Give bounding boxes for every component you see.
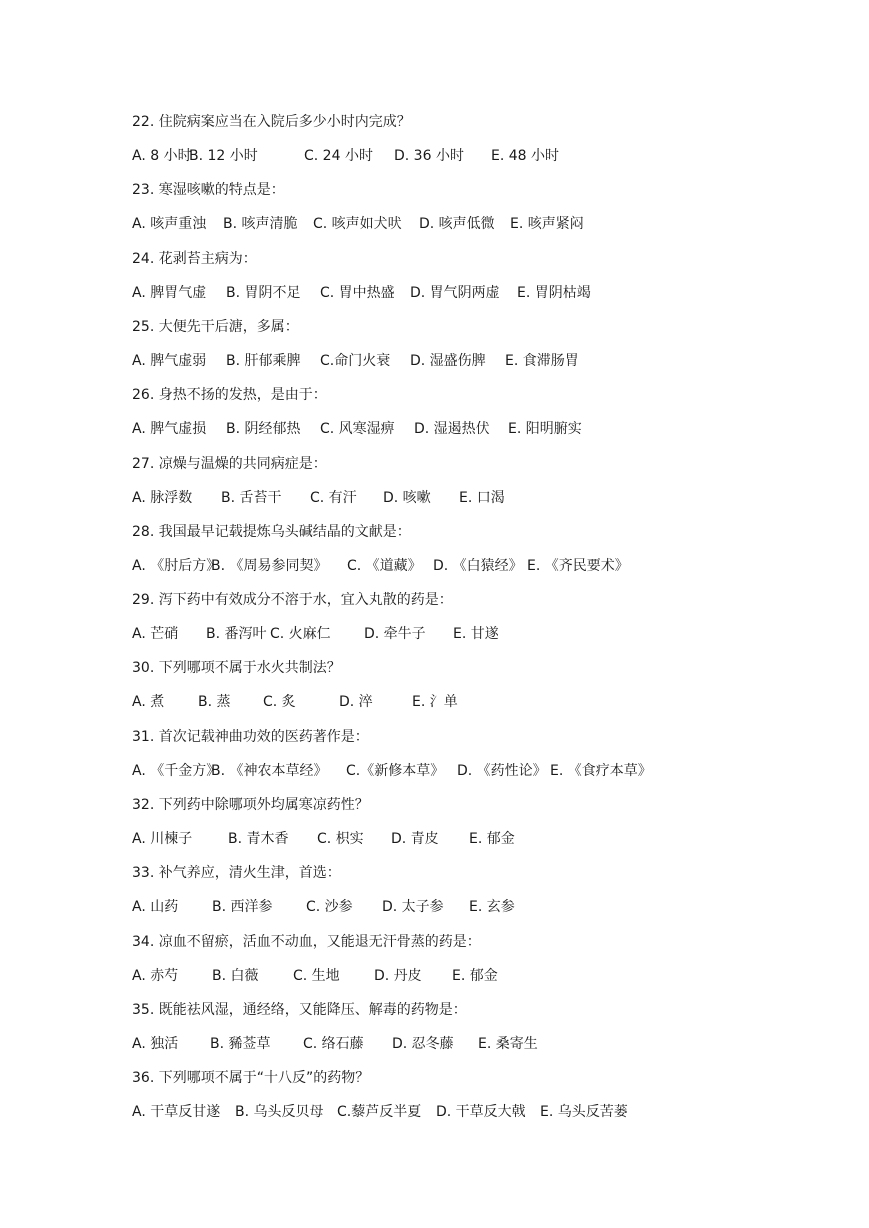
options-row bbox=[132, 966, 832, 986]
options-row bbox=[132, 283, 832, 303]
question-text: 35. 既能祛风湿，通经络，又能降压、解毒的药物是： bbox=[132, 1001, 467, 1018]
option-b: B. 舌苔干 bbox=[221, 489, 282, 506]
question-block bbox=[132, 932, 832, 986]
option-b: B. 青木香 bbox=[228, 831, 289, 847]
question-block bbox=[132, 112, 832, 166]
question-text: 34. 凉血不留瘀，活血不动血，又能退无汗骨蒸的药是： bbox=[132, 933, 481, 950]
options-row bbox=[132, 829, 832, 849]
option-b: B. 乌头反贝母 bbox=[235, 1104, 324, 1121]
question-text: 26. 身热不扬的发热，是由于： bbox=[132, 387, 327, 404]
option-d: D. 牵牛子 bbox=[364, 626, 426, 643]
question-block bbox=[132, 795, 832, 849]
option-d: D. 丹皮 bbox=[374, 967, 422, 984]
option-e: E. 氵单 bbox=[412, 694, 458, 711]
question-block bbox=[132, 727, 832, 781]
option-b: B. 白薇 bbox=[212, 967, 259, 984]
option-c: C. 胃中热盛 bbox=[320, 284, 395, 301]
option-a: A. 8 小时 bbox=[132, 148, 192, 164]
option-e: E. 48 小时 bbox=[491, 148, 560, 164]
option-c: C. 火麻仁 bbox=[270, 626, 331, 643]
option-d: D. 忍冬藤 bbox=[392, 1035, 454, 1052]
option-d: D. 咳嗽 bbox=[383, 489, 431, 506]
option-e: E. 胃阴枯竭 bbox=[517, 284, 591, 301]
question-block bbox=[132, 1068, 832, 1122]
question-block bbox=[132, 863, 832, 917]
option-a: A. 煮 bbox=[132, 694, 165, 711]
option-e: E. 郁金 bbox=[469, 831, 515, 847]
option-a: A. 咳声重浊 bbox=[132, 216, 207, 233]
option-a: A. 脾胃气虚 bbox=[132, 284, 207, 301]
option-b: B. 《周易参同契》 bbox=[211, 557, 328, 574]
question-block bbox=[132, 317, 832, 371]
option-e: E. 口渴 bbox=[459, 489, 505, 506]
question-block bbox=[132, 590, 832, 644]
option-d: D. 湿遏热伏 bbox=[414, 421, 490, 438]
option-c: C. 络石藤 bbox=[303, 1035, 364, 1052]
option-c: C. 沙参 bbox=[306, 899, 353, 916]
option-c: C.藜芦反半夏 bbox=[337, 1104, 422, 1121]
option-e: E. 郁金 bbox=[452, 967, 498, 984]
option-e: E. 玄参 bbox=[469, 899, 515, 916]
option-e: E. 《齐民要术》 bbox=[527, 557, 629, 574]
question-text: 33. 补气养应，清火生津，首选： bbox=[132, 865, 341, 882]
question-text: 27. 凉燥与温燥的共同病症是： bbox=[132, 455, 327, 472]
option-e: E. 甘遂 bbox=[453, 626, 499, 643]
options-row bbox=[132, 761, 832, 781]
option-e: E. 乌头反苦蒌 bbox=[540, 1104, 628, 1121]
options-row bbox=[132, 897, 832, 917]
option-a: A. 脉浮数 bbox=[132, 489, 193, 506]
question-text: 22. 住院病案应当在入院后多少小时内完成？ bbox=[132, 114, 411, 130]
options-row bbox=[132, 419, 832, 439]
options-row bbox=[132, 556, 832, 576]
option-d: D. 青皮 bbox=[391, 831, 439, 847]
option-d: D. 《药性论》 bbox=[457, 762, 547, 779]
option-d: D. 胃气阴两虚 bbox=[410, 284, 500, 301]
option-d: D. 湿盛伤脾 bbox=[410, 352, 486, 369]
option-b: B. 豨莶草 bbox=[210, 1035, 271, 1052]
option-c: C.命门火衰 bbox=[320, 352, 391, 369]
option-d: D. 干草反大戟 bbox=[436, 1104, 526, 1121]
options-row bbox=[132, 488, 832, 508]
question-block bbox=[132, 249, 832, 303]
option-e: E. 咳声紧闷 bbox=[510, 216, 584, 233]
options-row bbox=[132, 214, 832, 234]
option-b: B. 《神农本草经》 bbox=[211, 762, 328, 779]
option-a: A. 川楝子 bbox=[132, 831, 193, 847]
options-row bbox=[132, 1034, 832, 1054]
option-d: D. 《白猿经》 bbox=[433, 557, 523, 574]
option-a: A. 干草反甘遂 bbox=[132, 1104, 221, 1121]
option-b: B. 阴经郁热 bbox=[226, 421, 301, 438]
question-block bbox=[132, 180, 832, 234]
options-row bbox=[132, 1102, 832, 1122]
option-a: A. 《肘后方》 bbox=[132, 557, 221, 574]
question-block bbox=[132, 454, 832, 508]
option-c: C. 枳实 bbox=[317, 831, 364, 847]
option-b: B. 肝郁乘脾 bbox=[226, 352, 301, 369]
option-a: A. 脾气虚损 bbox=[132, 421, 207, 438]
options-row bbox=[132, 624, 832, 644]
option-d: D. 淬 bbox=[339, 694, 373, 711]
question-block bbox=[132, 1000, 832, 1054]
option-b: B. 西洋参 bbox=[212, 899, 273, 916]
option-d: D. 太子参 bbox=[382, 899, 444, 916]
option-c: C. 有汗 bbox=[310, 489, 357, 506]
option-a: A. 山药 bbox=[132, 899, 179, 916]
option-d: D. 36 小时 bbox=[394, 148, 464, 164]
option-e: E. 阳明腑实 bbox=[508, 421, 582, 438]
option-b: B. 12 小时 bbox=[189, 148, 258, 164]
option-c: C. 《道藏》 bbox=[347, 557, 422, 574]
question-text: 28. 我国最早记载提炼乌头碱结晶的文献是： bbox=[132, 523, 411, 540]
option-b: B. 蒸 bbox=[198, 694, 231, 711]
option-b: B. 番泻叶 bbox=[206, 626, 267, 643]
question-text: 29. 泻下药中有效成分不溶于水，宜入丸散的药是： bbox=[132, 592, 453, 609]
options-row bbox=[132, 146, 832, 166]
question-text: 23. 寒湿咳嗽的特点是： bbox=[132, 182, 285, 199]
option-b: B. 咳声清脆 bbox=[223, 216, 298, 233]
option-c: C. 生地 bbox=[293, 967, 340, 984]
question-block bbox=[132, 522, 832, 576]
options-row bbox=[132, 351, 832, 371]
question-text: 25. 大便先干后溏，多属： bbox=[132, 318, 299, 335]
options-row bbox=[132, 692, 832, 712]
option-e: E. 《食疗本草》 bbox=[550, 762, 652, 779]
option-a: A. 脾气虚弱 bbox=[132, 352, 207, 369]
option-c: C.《新修本草》 bbox=[346, 762, 445, 779]
option-e: E. 食滞肠胃 bbox=[505, 352, 579, 369]
option-a: A. 《千金方》 bbox=[132, 762, 221, 779]
question-text: 36. 下列哪项不属于“十八反”的药物？ bbox=[132, 1070, 370, 1087]
question-block bbox=[132, 385, 832, 439]
option-c: C. 24 小时 bbox=[304, 148, 373, 164]
question-block bbox=[132, 658, 832, 712]
question-text: 30. 下列哪项不属于水火共制法？ bbox=[132, 660, 341, 677]
question-text: 24. 花剥苔主病为： bbox=[132, 250, 257, 267]
option-c: C. 风寒湿痹 bbox=[320, 421, 395, 438]
option-a: A. 芒硝 bbox=[132, 626, 179, 643]
option-b: B. 胃阴不足 bbox=[226, 284, 301, 301]
question-text: 32. 下列药中除哪项外均属寒凉药性？ bbox=[132, 797, 369, 813]
option-c: C. 咳声如犬吠 bbox=[313, 216, 402, 233]
option-a: A. 赤芍 bbox=[132, 967, 179, 984]
option-d: D. 咳声低微 bbox=[419, 216, 495, 233]
option-a: A. 独活 bbox=[132, 1035, 179, 1052]
option-c: C. 炙 bbox=[263, 694, 296, 711]
question-text: 31. 首次记载神曲功效的医药著作是： bbox=[132, 728, 369, 745]
option-e: E. 桑寄生 bbox=[478, 1035, 538, 1052]
